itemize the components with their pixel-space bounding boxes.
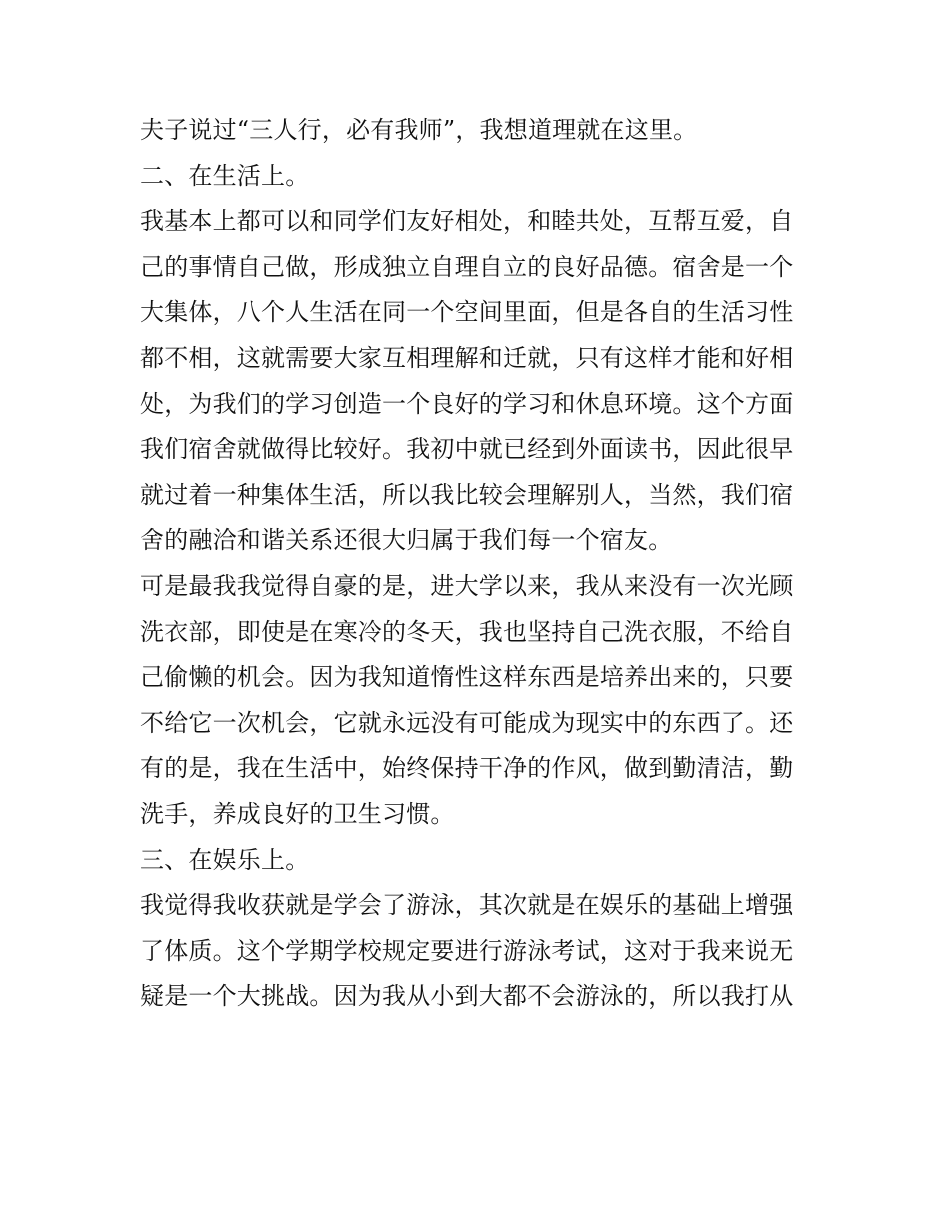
text-line: 可是最我我觉得自豪的是，进大学以来，我从来没有一次光顾 bbox=[140, 571, 794, 600]
text-line: 有的是，我在生活中，始终保持干净的作风，做到勤清洁，勤 bbox=[140, 754, 794, 783]
text-line: 己偷懒的机会。因为我知道惰性这样东西是培养出来的，只要 bbox=[140, 663, 794, 692]
text-line: 疑是一个大挑战。因为我从小到大都不会游泳的，所以我打从 bbox=[140, 982, 794, 1011]
text-line: 了体质。这个学期学校规定要进行游泳考试，这对于我来说无 bbox=[140, 936, 794, 965]
text-line: 都不相，这就需要大家互相理解和迁就，只有这样才能和好相 bbox=[140, 343, 794, 372]
text-line: 洗手，养成良好的卫生习惯。 bbox=[140, 799, 455, 828]
document-body bbox=[140, 108, 815, 1020]
text-line: 洗衣部，即使是在寒冷的冬天，我也坚持自己洗衣服，不给自 bbox=[140, 617, 794, 646]
text-line: 就过着一种集体生活，所以我比较会理解别人，当然，我们宿 bbox=[140, 480, 794, 509]
text-line: 我觉得我收获就是学会了游泳，其次就是在娱乐的基础上增强 bbox=[140, 891, 794, 920]
text-line: 舍的融洽和谐关系还很大归属于我们每一个宿友。 bbox=[140, 526, 673, 555]
text-line: 我基本上都可以和同学们友好相处，和睦共处，互帮互爱，自 bbox=[140, 207, 794, 236]
text-line: 处，为我们的学习创造一个良好的学习和休息环境。这个方面 bbox=[140, 389, 794, 418]
text-line: 不给它一次机会，它就永远没有可能成为现实中的东西了。还 bbox=[140, 708, 794, 737]
text-line: 己的事情自己做，形成独立自理自立的良好品德。宿舍是一个 bbox=[140, 252, 794, 281]
text-line: 夫子说过“三人行，必有我师”，我想道理就在这里。 bbox=[140, 116, 698, 144]
section-heading-life: 二、在生活上。 bbox=[140, 161, 310, 190]
text-line: 我们宿舍就做得比较好。我初中就已经到外面读书，因此很早 bbox=[140, 435, 794, 464]
section-heading-entertainment: 三、在娱乐上。 bbox=[140, 845, 310, 874]
text-line: 大集体，八个人生活在同一个空间里面，但是各自的生活习性 bbox=[140, 298, 794, 327]
